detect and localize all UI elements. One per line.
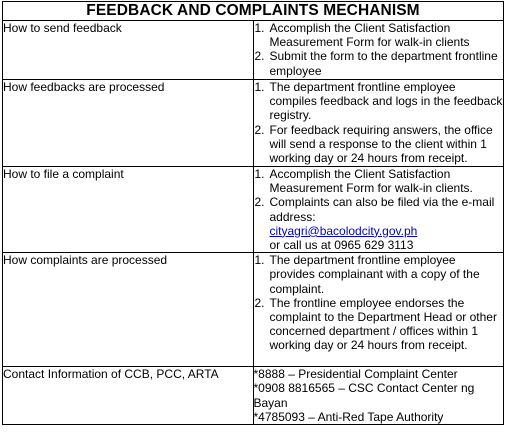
steps-list bbox=[254, 80, 504, 165]
row-content-feedback-processed bbox=[253, 80, 504, 167]
row-content-contact-info bbox=[253, 367, 504, 425]
list-item: 1. Accomplish the Client Satisfaction Measurement Form for walk-in clients bbox=[254, 21, 470, 50]
row-content-send-feedback bbox=[253, 21, 504, 80]
row-label-contact-info: Contact Information of CCB, PCC, ARTA bbox=[3, 367, 254, 425]
row-content-complaints-processed bbox=[253, 253, 504, 367]
row-content-file-complaint bbox=[253, 167, 504, 253]
phone-line: or call us at 0965 629 3113 bbox=[269, 238, 414, 253]
steps-list bbox=[254, 167, 504, 224]
row-label-complaints-processed: How complaints are processed bbox=[3, 253, 254, 367]
contact-line: *8888 – Presidential Complaint Center bbox=[253, 367, 458, 382]
list-item: 2. Submit the form to the department frontline employee bbox=[254, 49, 498, 78]
email-line bbox=[254, 224, 504, 238]
contact-line: *0908 8816565 – CSC Contact Center ng Bayan bbox=[253, 381, 475, 410]
steps-list bbox=[254, 253, 504, 352]
list-item: 1. The department frontline employee compiles feedback and logs in the feedback registry. bbox=[254, 80, 503, 123]
steps-list bbox=[254, 21, 504, 78]
contact-line: *4785093 – Anti-Red Tape Authority bbox=[253, 409, 444, 424]
list-item: 2. The frontline employee endorses the complaint to the Department Head or other concerned department / offices within 1 working day or 24 hours from receipt. bbox=[254, 295, 497, 353]
table-row bbox=[3, 253, 504, 367]
table-row bbox=[3, 21, 504, 80]
email-link[interactable]: cityagri@bacolodcity.gov.ph bbox=[269, 223, 418, 238]
list-item: 2. Complaints can also be filed via the e-mail address: bbox=[254, 195, 495, 224]
row-label-feedback-processed: How feedbacks are processed bbox=[3, 80, 254, 167]
table-row bbox=[3, 167, 504, 253]
row-label-send-feedback: How to send feedback bbox=[3, 21, 254, 80]
table-row bbox=[3, 367, 504, 425]
list-item: 1. The department frontline employee provides complainant with a copy of the complaint. bbox=[254, 253, 480, 296]
row-label-file-complaint: How to file a complaint bbox=[3, 167, 254, 253]
table-row bbox=[3, 80, 504, 167]
list-item: 2. For feedback requiring answers, the office will send a response to the client within 1 working day or 24 hours from receipt. bbox=[254, 122, 493, 166]
table-title: FEEDBACK AND COMPLAINTS MECHANISM bbox=[3, 2, 504, 21]
feedback-complaints-table bbox=[2, 1, 504, 425]
list-item: 1. Accomplish the Client Satisfaction Measurement Form for walk-in clients. bbox=[254, 167, 473, 196]
